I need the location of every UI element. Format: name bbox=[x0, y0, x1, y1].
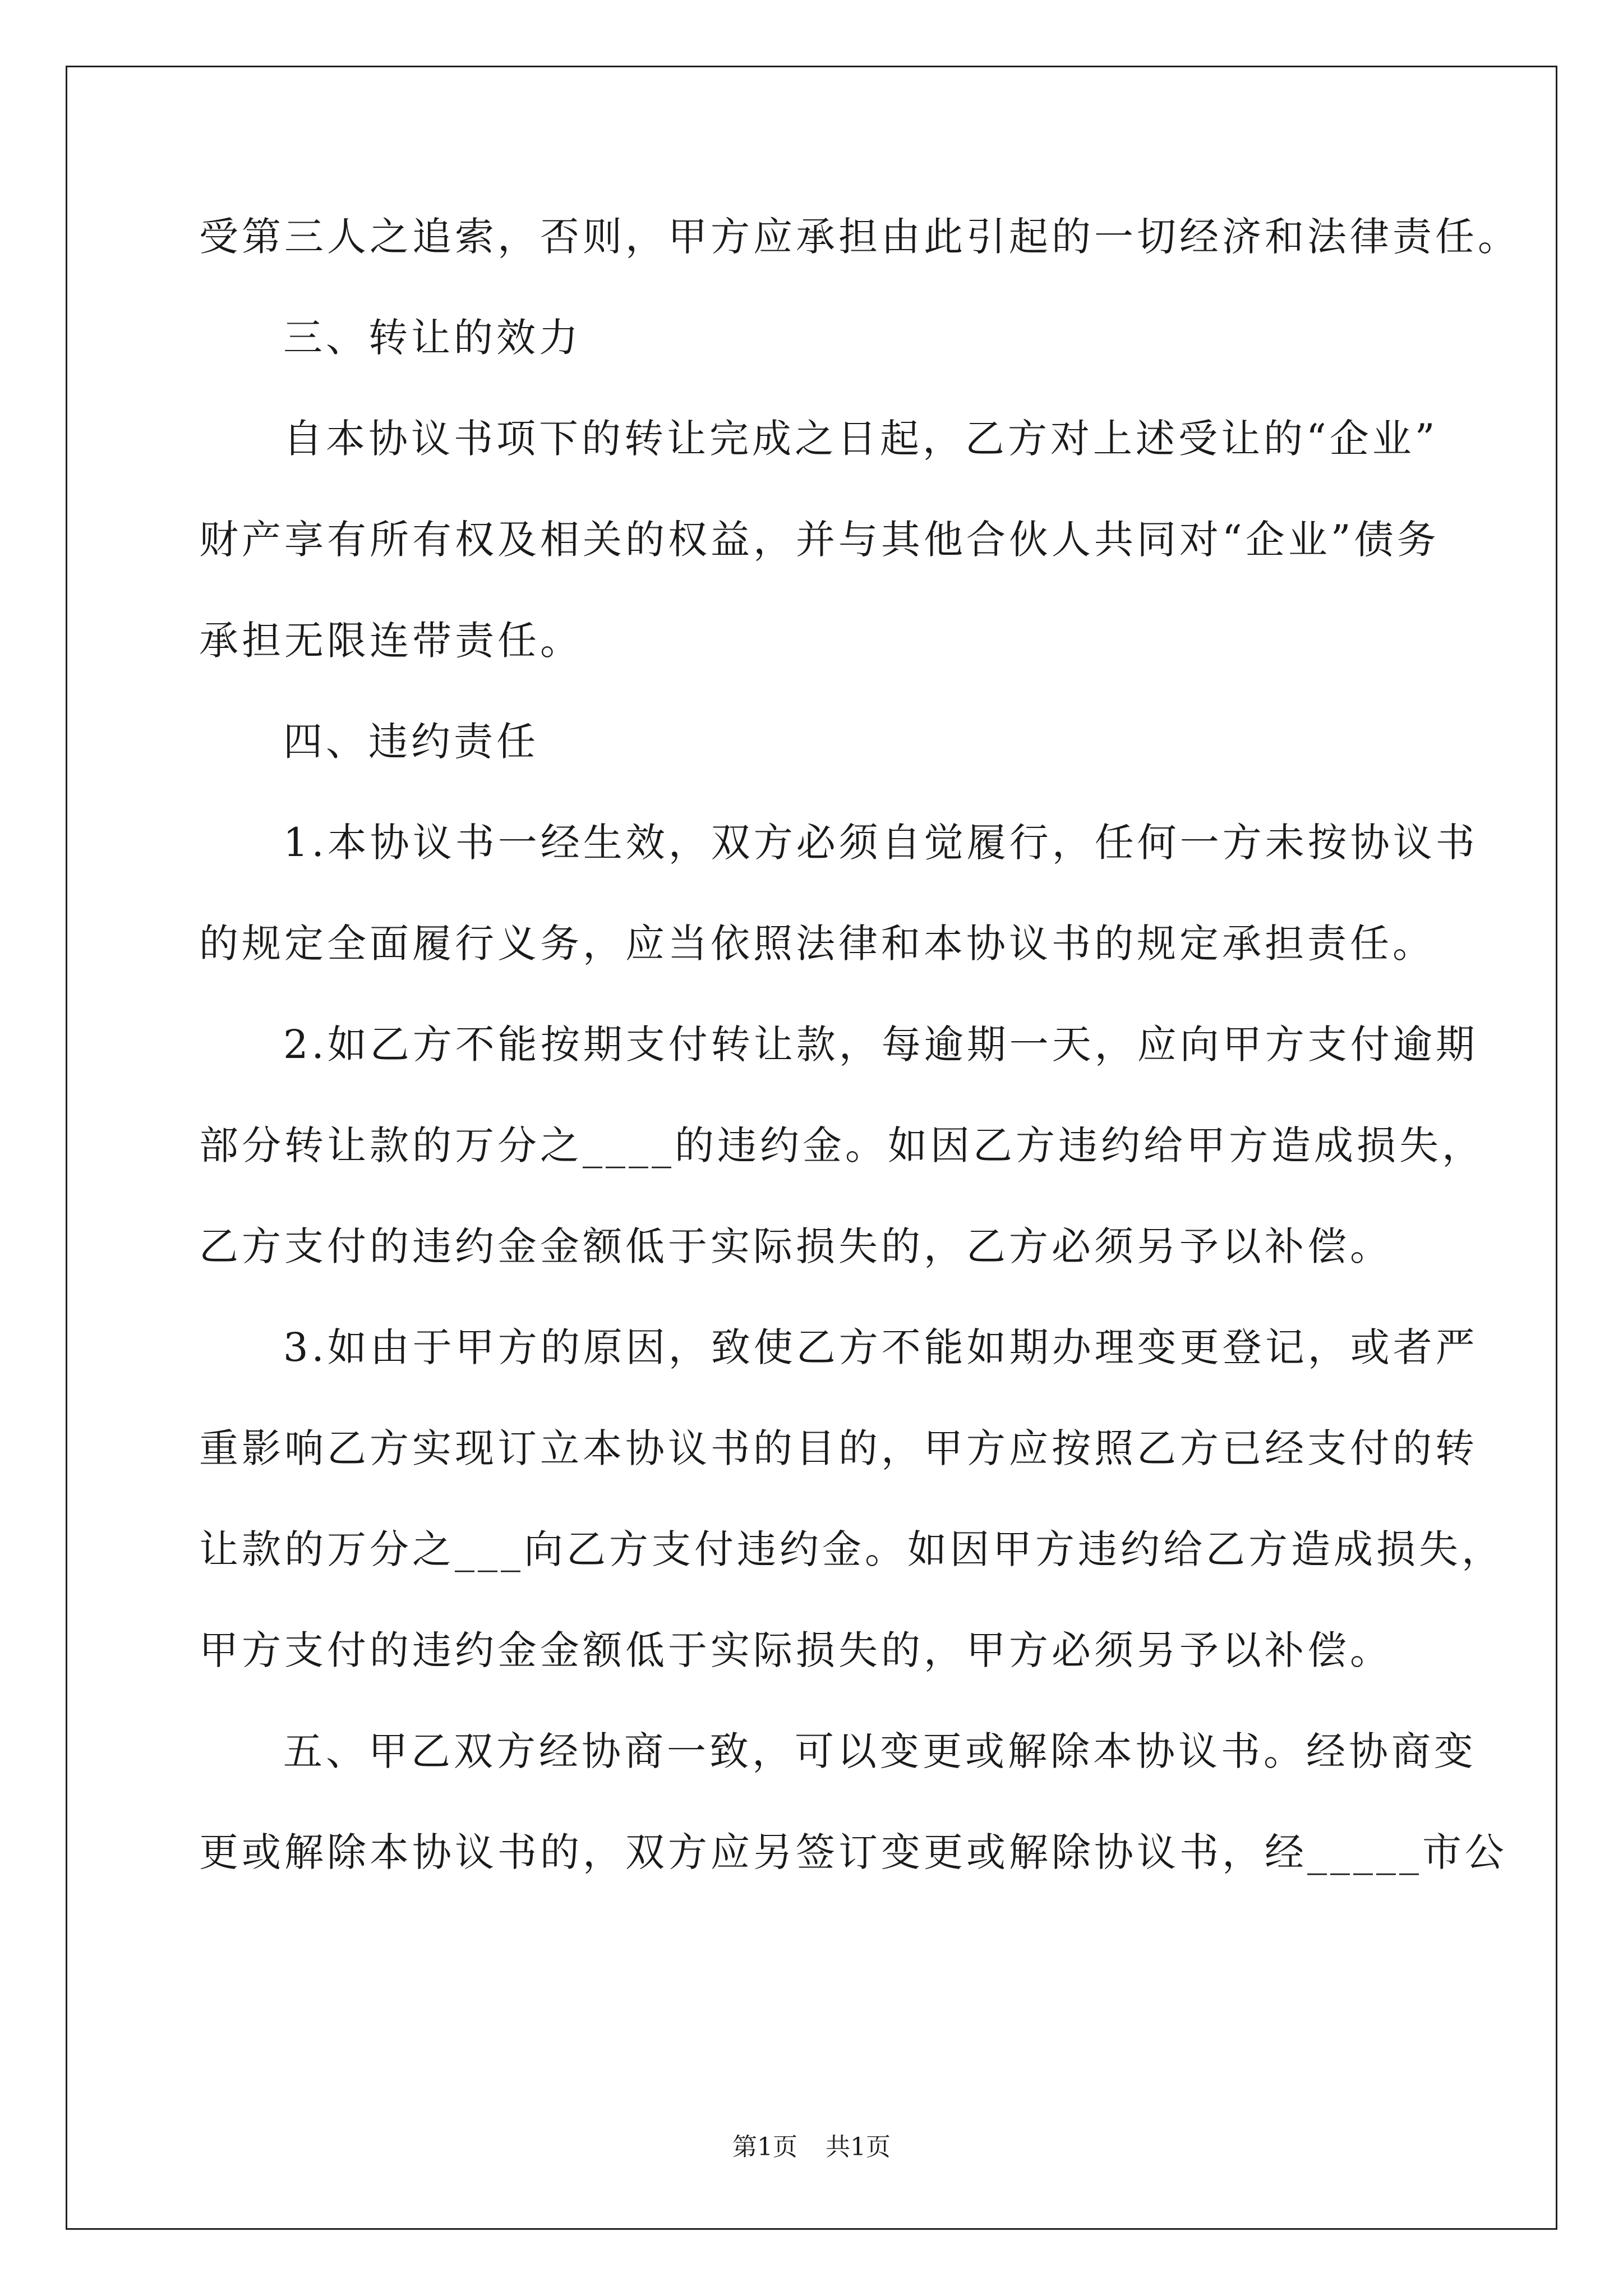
page-number: 第1页 bbox=[732, 2133, 797, 2161]
paragraph-line: 乙方支付的违约金金额低于实际损失的，乙方必须另予以补偿。 bbox=[199, 1223, 1393, 1269]
paragraph-line: 财产享有所有权及相关的权益，并与其他合伙人共同对“企业”债务 bbox=[199, 517, 1440, 563]
paragraph-line: 更或解除本协议书的，双方应另签订变更或解除协议书，经_____市公 bbox=[199, 1829, 1507, 1875]
paragraph-line: 自本协议书项下的转让完成之日起，乙方对上述受让的“企业” bbox=[283, 416, 1438, 462]
paragraph-line: 承担无限连带责任。 bbox=[199, 618, 583, 664]
paragraph-line: 甲方支付的违约金金额低于实际损失的，甲方必须另予以补偿。 bbox=[199, 1627, 1393, 1673]
section-heading: 四、违约责任 bbox=[283, 719, 539, 765]
paragraph-line: 1.本协议书一经生效，双方必须自觉履行，任何一方未按协议书 bbox=[283, 820, 1478, 866]
paragraph-line: 的规定全面履行义务，应当依照法律和本协议书的规定承担责任。 bbox=[199, 921, 1435, 967]
section-heading: 五、甲乙双方经协商一致，可以变更或解除本协议书。经协商变 bbox=[283, 1728, 1477, 1774]
page-footer bbox=[0, 2131, 1623, 2164]
paragraph-line: 受第三人之追索，否则，甲方应承担由此引起的一切经济和法律责任。 bbox=[199, 214, 1520, 260]
paragraph-line: 让款的万分之___向乙方支付违约金。如因甲方违约给乙方造成损失， bbox=[199, 1526, 1504, 1572]
paragraph-line: 3.如由于甲方的原因，致使乙方不能如期办理变更登记，或者严 bbox=[283, 1324, 1478, 1370]
paragraph-line: 部分转让款的万分之____的违约金。如因乙方违约给甲方造成损失， bbox=[199, 1122, 1484, 1168]
section-heading: 三、转让的效力 bbox=[283, 315, 582, 361]
paragraph-line: 2.如乙方不能按期支付转让款，每逾期一天，应向甲方支付逾期 bbox=[283, 1022, 1478, 1068]
paragraph-line: 重影响乙方实现订立本协议书的目的，甲方应按照乙方已经支付的转 bbox=[199, 1425, 1478, 1471]
page-total: 共1页 bbox=[826, 2133, 891, 2161]
